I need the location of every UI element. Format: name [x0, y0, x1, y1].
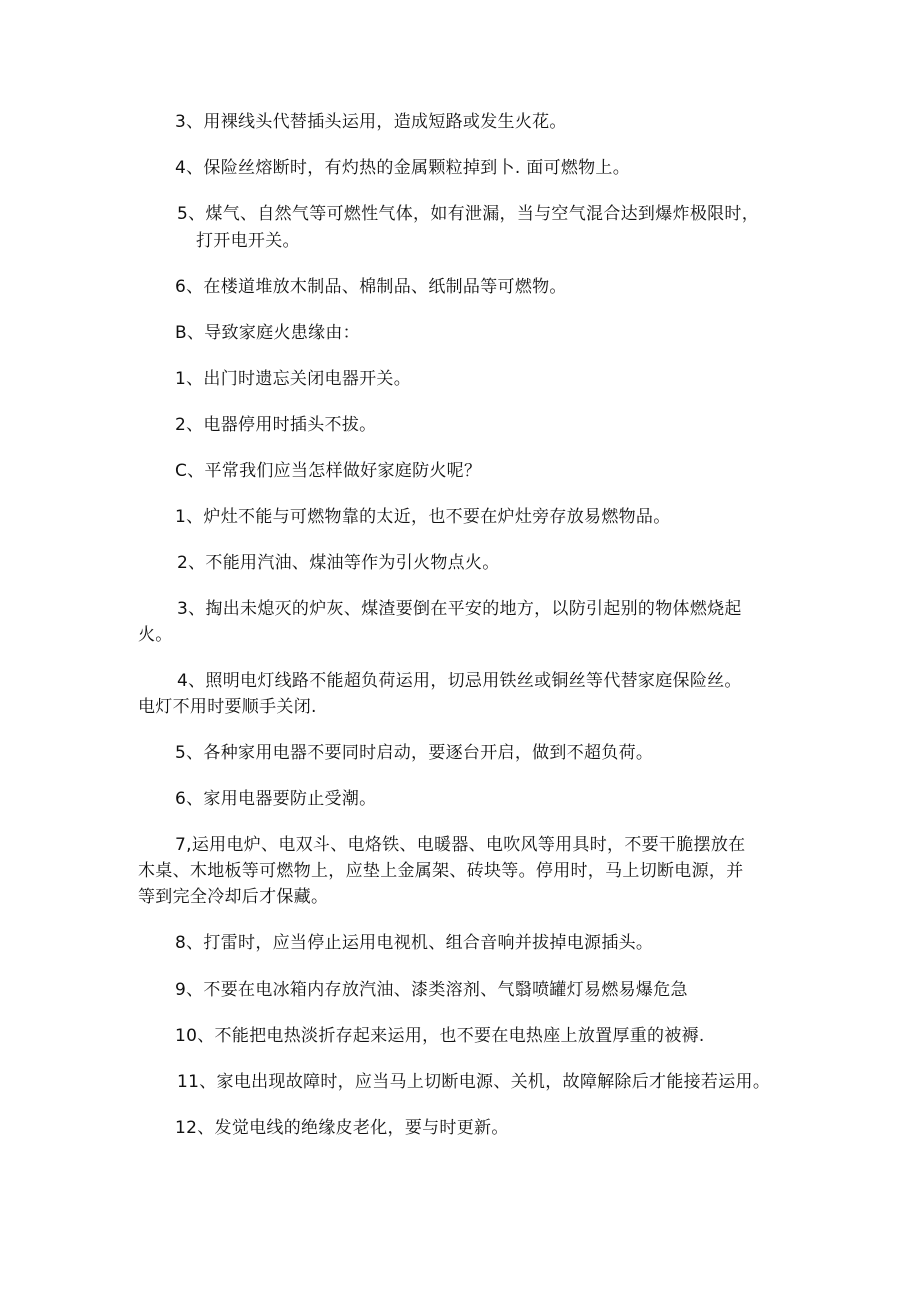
paragraph-c-item-2: 2、不能用汽油、煤油等作为引火物点火。 [177, 553, 500, 573]
paragraph-item-5-gas: 5、煤气、自然气等可燃性气体，如有泄漏，当与空气混合达到爆炸极限时， [177, 204, 760, 224]
paragraph-c-item-4-continued: 电灯不用时要顺手关闭. [138, 697, 317, 717]
paragraph-b-item-2: 2、电器停用时插头不拔。 [175, 415, 377, 435]
paragraph-c-item-9: 9、不要在电冰箱内存放汽油、漆类溶剂、气翳喷罐灯易燃易爆危急 [175, 980, 688, 1000]
paragraph-c-item-6: 6、家用电器要防止受潮。 [175, 789, 377, 809]
paragraph-c-item-7: 7,运用电炉、电双斗、电烙铁、电暖器、电吹风等用具时，不要干脆摆放在 [175, 835, 746, 855]
section-heading-b: B、导致家庭火患缘由： [175, 323, 360, 343]
paragraph-item-4-fuse: 4、保险丝熔断时，有灼热的金属颗粒掉到卜. 面可燃物上。 [175, 158, 631, 178]
paragraph-c-item-3: 3、掏出未熄灭的炉灰、煤渣要倒在平安的地方，以防引起别的物体燃烧起 [177, 599, 742, 619]
paragraph-c-item-5: 5、各种家用电器不要同时启动，要逐台开启，做到不超负荷。 [175, 743, 654, 763]
paragraph-c-item-4: 4、照明电灯线路不能超负荷运用，切忌用铁丝或铜丝等代替家庭保险丝。 [177, 671, 742, 691]
paragraph-c-item-12: 12、发觉电线的绝缘皮老化，要与时更新。 [175, 1118, 509, 1138]
paragraph-item-3-bare-wire: 3、用裸线头代替插头运用，造成短路或发生火花。 [175, 112, 567, 132]
paragraph-b-item-1: 1、出门时遗忘关闭电器开关。 [175, 369, 412, 389]
paragraph-c-item-11: 11、家电出现故障时，应当马上切断电源、关机，故障解除后才能接若运用。 [177, 1072, 771, 1092]
paragraph-c-item-10: 10、不能把电热淡折存起来运用，也不要在电热座上放置厚重的被褥. [175, 1026, 705, 1046]
paragraph-c-item-7-continued-1: 木桌、木地板等可燃物上，应垫上金属架、砖块等。停用时，马上切断电源，并 [138, 861, 744, 881]
paragraph-c-item-8: 8、打雷时，应当停止运用电视机、组合音响并拔掉电源插头。 [175, 933, 654, 953]
paragraph-item-6-stairway: 6、在楼道堆放木制品、棉制品、纸制品等可燃物。 [175, 277, 567, 297]
paragraph-item-5-gas-continued: 打开电开关。 [196, 231, 300, 251]
paragraph-c-item-7-continued-2: 等到完全冷却后才保藏。 [138, 887, 329, 907]
paragraph-c-item-3-continued: 火。 [138, 625, 173, 645]
paragraph-c-item-1: 1、炉灶不能与可燃物靠的太近，也不要在炉灶旁存放易燃物品。 [175, 507, 671, 527]
section-heading-c: C、平常我们应当怎样做好家庭防火呢？ [175, 461, 482, 481]
